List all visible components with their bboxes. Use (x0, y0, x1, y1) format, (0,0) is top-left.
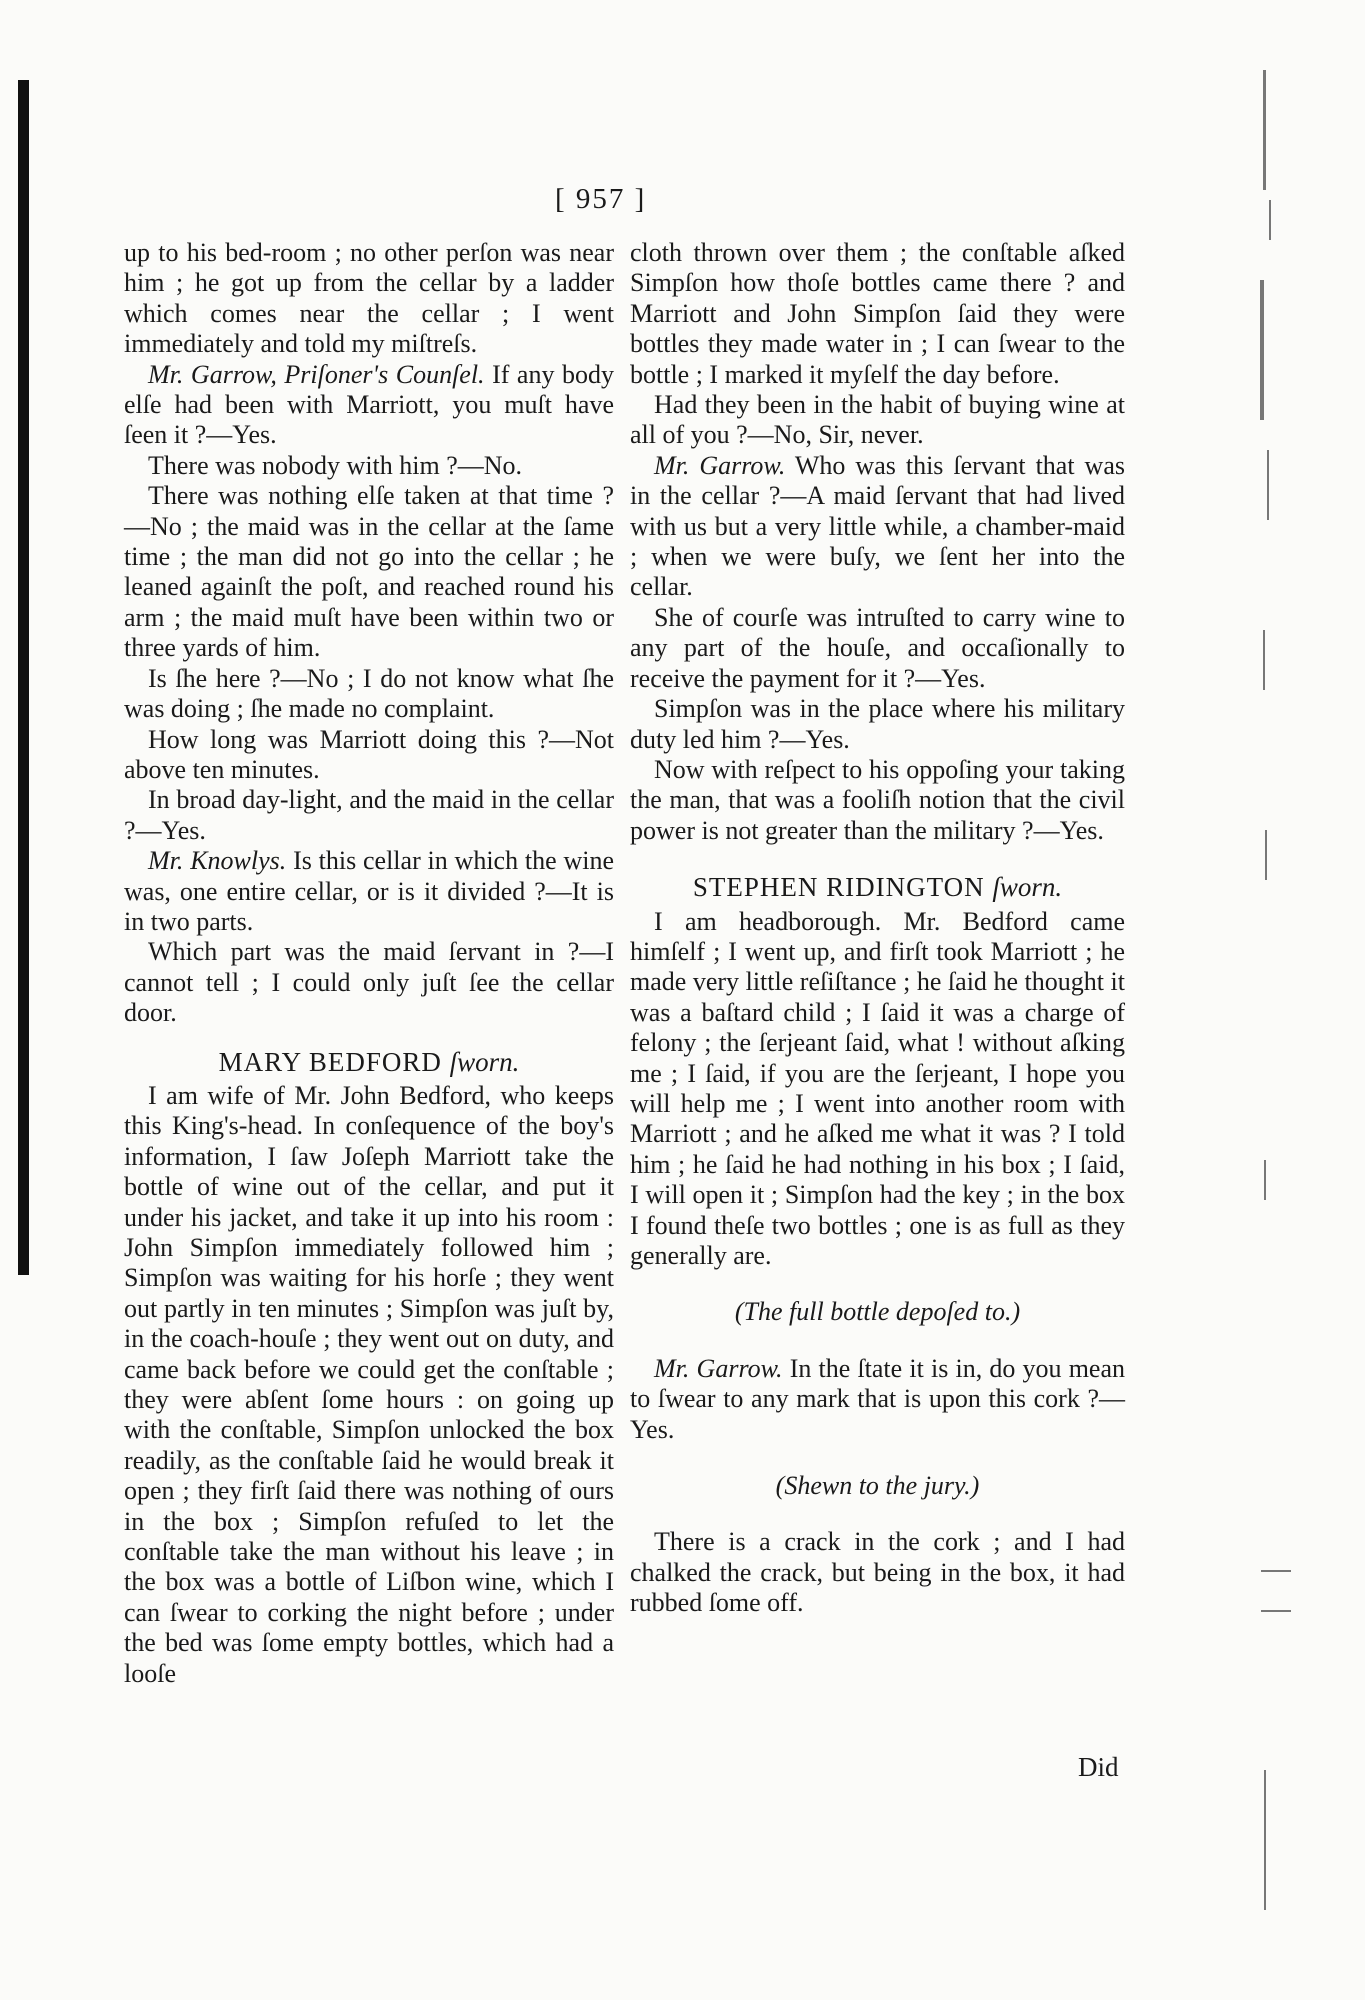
paragraph: up to his bed-room ; no other perſon was near him ; he got up from the cellar by a ladder which comes near the cellar ; I went immediately and told my miſtreſs. (124, 238, 614, 359)
paragraph: Which part was the maid ſervant in ?—I cannot tell ; I could only juſt ſee the cellar door. (124, 937, 614, 1028)
witness-heading (124, 1047, 614, 1077)
paragraph: Is ſhe here ?—No ; I do not know what ſhe was doing ; ſhe made no complaint. (124, 663, 614, 724)
paragraph (630, 451, 1125, 603)
paragraph: In broad day-light, and the maid in the cellar ?—Yes. (124, 785, 614, 845)
catchword: Did (1078, 1752, 1119, 1782)
paragraph (630, 1354, 1125, 1445)
paragraph: Simpſon was in the place where his military duty led him ?—Yes. (630, 694, 1125, 754)
left-column (124, 238, 614, 1689)
paragraph: There was nobody with him ?—No. (148, 450, 523, 480)
bracketed-note: (The full bottle depoſed to.) (734, 1297, 1021, 1327)
binding-shadow (18, 80, 29, 1275)
speaker-label: Mr. Garrow. (654, 450, 786, 480)
paragraph (124, 846, 614, 937)
paragraph: There is a crack in the cork ; and I had chalked the crack, but being in the box, it had rubbed ſome off. (630, 1527, 1125, 1618)
paragraph-text: In the ſtate it is in, do you mean to ſwear to any mark that is upon this cork ?—Yes. (630, 1353, 1125, 1444)
paragraph: Had they been in the habit of buying wine at all of you ?—No, Sir, never. (630, 390, 1125, 450)
paragraph: There was nothing elſe taken at that time ?—No ; the maid was in the cellar at the ſame time ; the man did not go into the cellar ; he leaned againſt the poſt, and reached round his arm ; the maid muſt have been within two or three yards of him. (124, 481, 614, 663)
witness-heading (630, 872, 1125, 902)
speaker-label: Mr. Garrow, Priſoner's Counſel. (148, 359, 485, 389)
paragraph: I am headborough. Mr. Bedford came himſelf ; I went up, and firſt took Marriott ; he made very little reſiſtance ; he ſaid he thought it was a baſtard child ; I ſaid it was a charge of felony ; the ſerjeant ſaid, what ! without aſking me ; I ſaid, if you are the ſerjeant, I hope you will help me ; I went into another room with Marriott ; and he aſked me what it was ? I told him ; he ſaid he had nothing in his box ; I ſaid, I will open it ; Simpſon had the key ; in the box I found theſe two bottles ; one is as full as they generally are. (630, 906, 1125, 1270)
paragraph-text: Is this cellar in which the wine was, one entire cellar, or is it divided ?—It is in two parts. (124, 846, 614, 936)
paragraph (124, 360, 614, 451)
right-column (630, 238, 1125, 1619)
speaker-label: Mr. Knowlys. (148, 846, 287, 876)
speaker-label: Mr. Garrow. (654, 1353, 783, 1383)
paragraph: cloth thrown over them ; the conſtable aſked Simpſon how thoſe bottles came there ? and Marriott and John Simpſon ſaid they were bottles they made water in ; I can ſwear to the bottle ; I marked it myſelf the day before. (630, 238, 1125, 389)
paragraph: I am wife of Mr. John Bedford, who keeps this King's-head. In conſequence of the boy's information, I ſaw Joſeph Marriott take the bottle of wine out of the cellar, and put it under his jacket, and take it up into his room : John Simpſon immediately followed him ; Simpſon was waiting for his horſe ; they went out partly in ten minutes ; Simpſon was juſt by, in the coach-houſe ; they went out on duty, and came back before we could get the conſtable ; they were abſent ſome hours : on going up with the conſtable, Simpſon unlocked the box readily, as the conſtable ſaid he would break it open ; they firſt ſaid there was nothing of ours in the box ; Simpſon refuſed to let the conſtable take the man without his leave ; in the box was a bottle of Liſbon wine, which I can ſwear to corking the night before ; under the bed was ſome empty bottles, which had a looſe (124, 1080, 614, 1688)
sworn-label: ſworn. (449, 1046, 520, 1077)
paragraph: Now with reſpect to his oppoſing your taking the man, that was a fooliſh notion that the civil power is not greater than the military ?—Yes. (630, 754, 1125, 845)
page-header: [ 957 ] (555, 183, 647, 215)
page-edge-marks (1255, 70, 1295, 1910)
paragraph-text: Who was this ſervant that was in the cellar ?—A maid ſervant that had lived with us but a very little while, a chamber-maid ; when we were buſy, we ſent her into the cellar. (630, 450, 1125, 602)
bracketed-note: (Shewn to the jury.) (775, 1471, 980, 1501)
sworn-label: ſworn. (992, 872, 1063, 903)
paragraph: She of courſe was intruſted to carry wine to any part of the houſe, and occaſionally to receive the payment for it ?—Yes. (630, 602, 1125, 693)
paragraph: How long was Marriott doing this ?—Not above ten minutes. (124, 724, 614, 784)
paragraph-text: If any body elſe had been with Marriott, you muſt have ſeen it ?—Yes. (124, 359, 615, 450)
witness-name: STEPHEN RIDINGTON (692, 872, 985, 903)
witness-name: MARY BEDFORD (218, 1046, 442, 1077)
